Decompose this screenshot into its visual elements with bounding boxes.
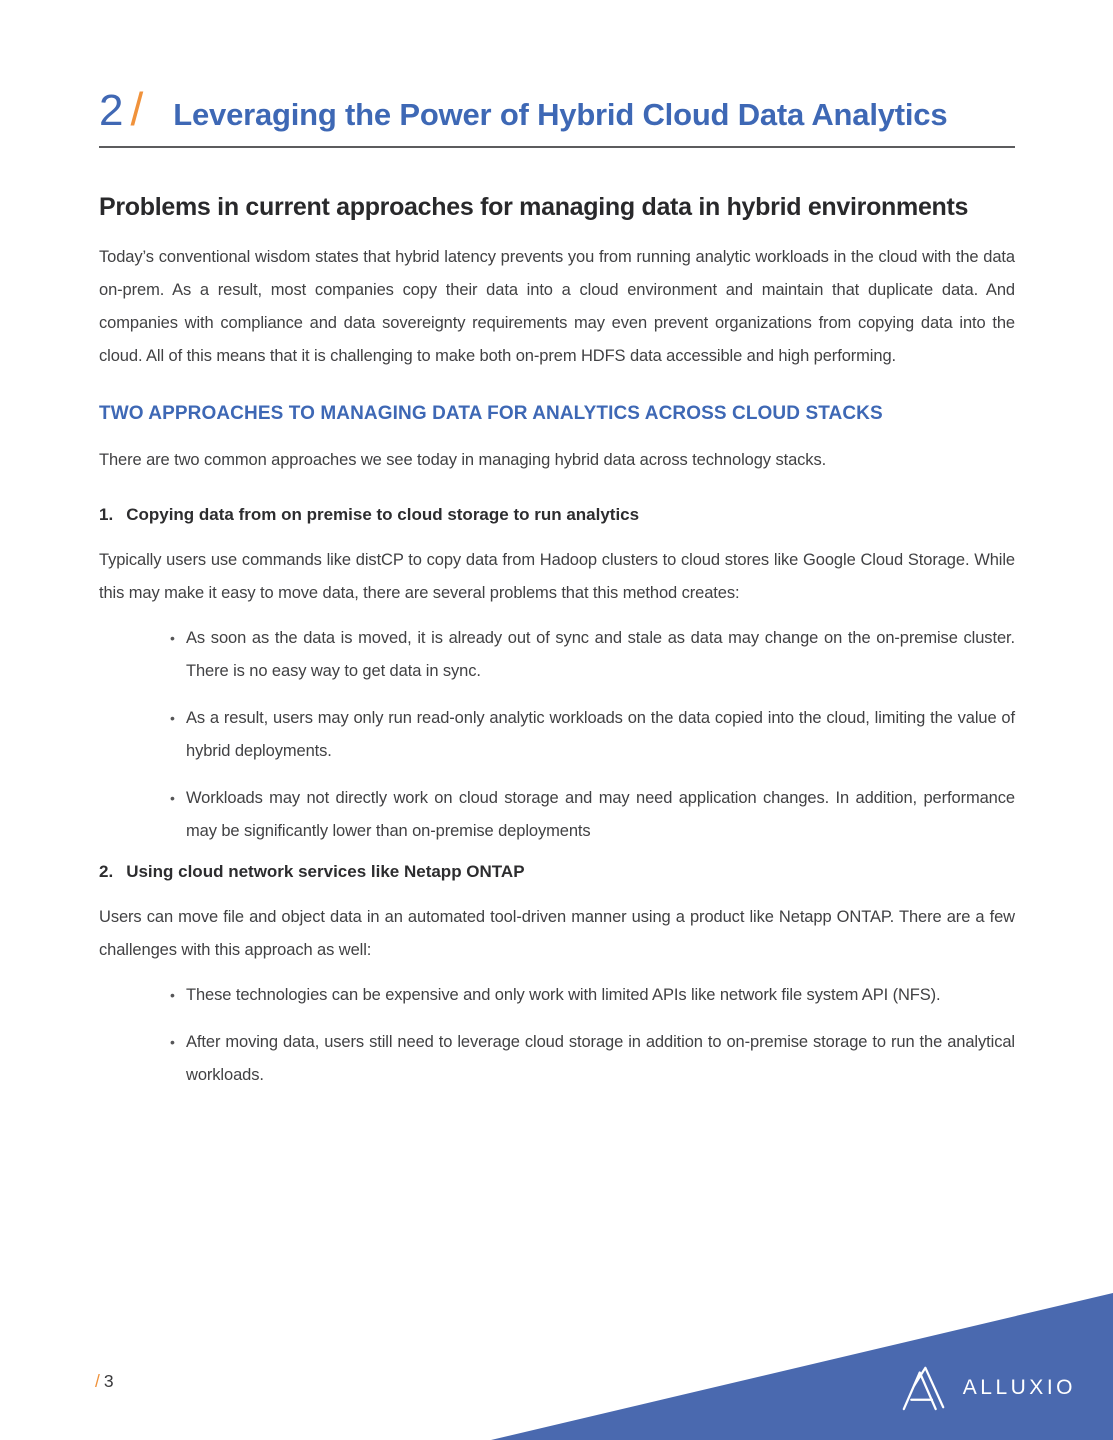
page-number-value: 3 xyxy=(103,1371,114,1391)
alluxio-logo-text: ALLUXIO xyxy=(962,1375,1076,1399)
chapter-header xyxy=(99,83,1015,148)
header-rule xyxy=(99,146,1015,148)
chapter-title: Leveraging the Power of Hybrid Cloud Data Analytics xyxy=(173,97,948,132)
section-heading: Problems in current approaches for managing data in hybrid environments xyxy=(99,193,969,221)
approach1-bullet-list xyxy=(99,622,1015,848)
approach1-paragraph: Typically users use commands like distCP to copy data from Hadoop clusters to cloud stores like Google Cloud Storage. While this may make it easy to move data, there are several problems that this method creates: xyxy=(99,551,1015,602)
subsection-intro: There are two common approaches we see today in managing hybrid data across technology stacks. xyxy=(99,451,827,469)
chapter-slash-accent: / xyxy=(130,83,144,135)
chapter-number: 2 xyxy=(99,86,124,135)
approach2-bullet-list xyxy=(99,979,1015,1092)
approach2-number: 2. xyxy=(99,862,114,881)
bullet-item: • After moving data, users still need to leverage cloud storage in addition to on-premise storage to run the analytical workloads. xyxy=(186,1026,1015,1092)
alluxio-logo xyxy=(901,1364,1076,1411)
approach1-title-text: Copying data from on premise to cloud storage to run analytics xyxy=(126,505,640,524)
chapter-title-row xyxy=(99,83,1015,135)
bullet-item: • As soon as the data is moved, it is already out of sync and stale as data may change on the on-premise cluster. There is no easy way to get data in sync. xyxy=(186,622,1015,688)
alluxio-mark-icon xyxy=(901,1364,946,1411)
approach1-title xyxy=(99,505,1015,525)
bullet-item: • Workloads may not directly work on cloud storage and may need application changes. In addition, performance may be significantly lower than on-premise deployments xyxy=(186,782,1015,848)
subsection-heading: TWO APPROACHES TO MANAGING DATA FOR ANALYTICS ACROSS CLOUD STACKS xyxy=(99,403,883,424)
footer-diagonal-shape xyxy=(473,1285,1113,1440)
page-number xyxy=(95,1371,114,1392)
section-body xyxy=(99,193,1015,1092)
page-number-slash: / xyxy=(95,1371,100,1391)
approach2-paragraph: Users can move file and object data in an automated tool-driven manner using a product like Netapp ONTAP. There are a few challenges with this approach as well: xyxy=(99,908,1015,959)
bullet-item: • As a result, users may only run read-only analytic workloads on the data copied into the cloud, limiting the value of hybrid deployments. xyxy=(186,702,1015,768)
approach2-title xyxy=(99,862,1015,882)
intro-paragraph: Today’s conventional wisdom states that hybrid latency prevents you from running analytic workloads in the cloud with the data on-prem. As a result, most companies copy their data into a cloud environment and maintain that duplicate data. And companies with compliance and data sovereignty requirements may even prevent organizations from copying data into the cloud. All of this means that it is challenging to make both on-prem HDFS data accessible and high performing. xyxy=(99,248,1015,365)
approach2-title-text: Using cloud network services like Netapp ONTAP xyxy=(126,862,525,881)
approach1-number: 1. xyxy=(99,505,114,524)
bullet-item: • These technologies can be expensive and only work with limited APIs like network file system API (NFS). xyxy=(186,979,1015,1012)
